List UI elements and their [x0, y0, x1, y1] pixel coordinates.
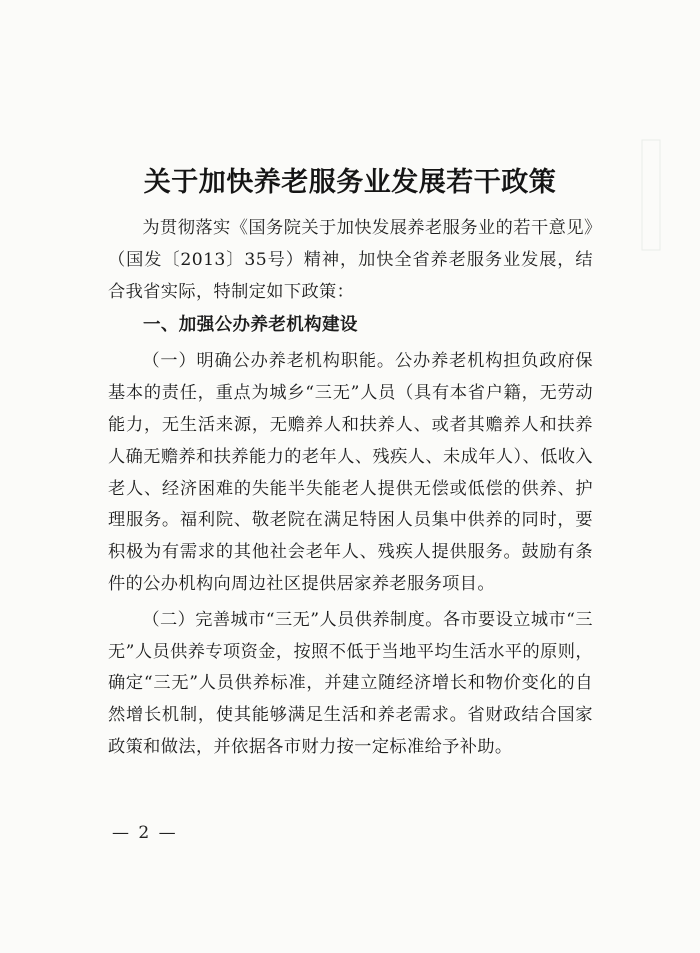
intro-paragraph: 为贯彻落实《国务院关于加快发展养老服务业的若干意见》（国发〔2013〕35号）精神，加快全省养老服务业发展，结合我省实际，特制定如下政策：: [108, 218, 593, 302]
page-number: — 2 —: [112, 823, 178, 843]
paragraph-2: （二）完善城市“三无”人员供养制度。各市要设立城市“三无”人员供养专项资金，按照不低于当地平均生活水平的原则，确定“三无”人员供养标准，并建立随经济增长和物价变化的自然增长机制，使其能够满足生活和养老需求。省财政结合国家政策和做法，并依据各市财力按一定标准给予补助。: [108, 609, 593, 757]
document-body: [108, 213, 593, 764]
section-heading: 一、加强公办养老机构建设: [143, 315, 358, 336]
document-title: 关于加快养老服务业发展若干政策: [143, 167, 557, 198]
paragraph-1: （一）明确公办养老机构职能。公办养老机构担负政府保基本的责任，重点为城乡“三无”人员（具有本省户籍，无劳动能力，无生活来源，无赡养人和扶养人、或者其赡养人和扶养人确无赡养和扶养能力的老年人、残疾人、未成年人）、低收入老人、经济困难的失能半失能老人提供无偿或低偿的供养、护理服务。福利院、敬老院在满足特困人员集中供养的同时，要积极为有需求的其他社会老年人、残疾人提供服务。鼓励有条件的公办机构向周边社区提供居家养老服务项目。: [108, 351, 593, 594]
